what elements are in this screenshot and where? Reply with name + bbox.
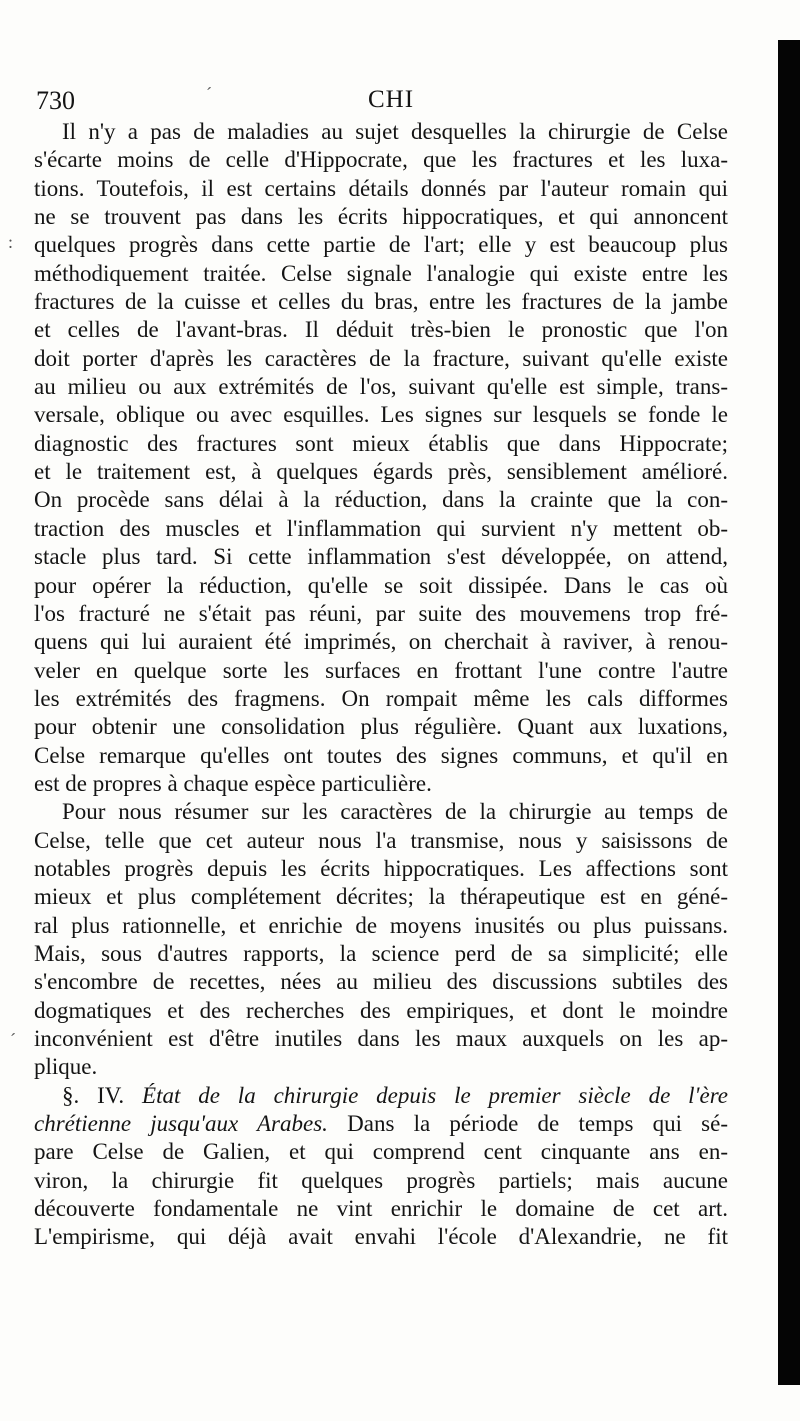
text-line: inconvénient est d'être inutiles dans les maux auxquels on les ap- xyxy=(34,1026,728,1051)
section-title-continued: chrétienne jusqu'aux Arabes. xyxy=(34,1111,328,1137)
text-line: s'écarte moins de celle d'Hippocrate, que les fractures et les luxa- xyxy=(34,147,728,173)
text-line: les extrémités des fragmens. On rompait même les cals difformes xyxy=(34,685,728,711)
scan-speck: ´ xyxy=(206,84,212,104)
scan-speck: : xyxy=(8,232,14,252)
text-line: traction des muscles et l'inflammation qui survient n'y mettent ob- xyxy=(34,515,728,541)
page-header xyxy=(30,86,730,120)
text-line: pour opérer la réduction, qu'elle se soit dissipée. Dans le cas où xyxy=(34,572,728,598)
text-line: doit porter d'après les caractères de la fracture, suivant qu'elle existe xyxy=(34,345,728,371)
text-line: est de propres à chaque espèce particulière. xyxy=(34,770,432,796)
text-line: s'encombre de recettes, nées au milieu des discussions subtiles des xyxy=(34,969,728,995)
text-line: au milieu ou aux extrémités de l'os, suivant qu'elle est simple, trans- xyxy=(34,374,728,400)
text-line: Mais, sous d'autres rapports, la science perd de sa simplicité; elle xyxy=(34,940,728,966)
text-line: quens qui lui auraient été imprimés, on cherchait à raviver, à renou- xyxy=(34,629,728,655)
text-line: viron, la chirurgie fit quelques progrès partiels; mais aucune xyxy=(34,1167,728,1193)
text-line: découverte fondamentale ne vint enrichir le domaine de cet art. xyxy=(34,1196,728,1222)
text-line: stacle plus tard. Si cette inflammation s'est développée, on attend, xyxy=(34,544,728,570)
text-line: l'os fracturé ne s'était pas réuni, par suite des mouvemens trop fré- xyxy=(34,600,728,626)
text-line: diagnostic des fractures sont mieux établis que dans Hippocrate; xyxy=(34,430,728,456)
text-line: Il n'y a pas de maladies au sujet desquelles la chirurgie de Celse xyxy=(62,119,728,144)
section-heading-line xyxy=(34,1082,728,1110)
text-line: mieux et plus complétement décrites; la thérapeutique est en géné- xyxy=(34,884,728,910)
text-line: L'empirisme, qui déjà avait envahi l'école d'Alexandrie, ne fit xyxy=(34,1224,728,1250)
book-spine-shadow xyxy=(778,40,800,1385)
text-line: dogmatiques et des recherches des empiriques, et dont le moindre xyxy=(34,997,728,1023)
text-line: ral plus rationnelle, et enrichie de moyens inusités ou plus puissans. xyxy=(34,912,728,938)
running-head: CHI xyxy=(368,86,415,113)
text-line: ne se trouvent pas dans les écrits hippocratiques, et qui annoncent xyxy=(34,204,728,230)
text-line: plique. xyxy=(34,1054,98,1080)
text-line: notables progrès depuis les écrits hippocratiques. Les affections sont xyxy=(34,855,728,881)
scan-speck: ´ xyxy=(10,1030,16,1050)
text-line: Celse, telle que cet auteur nous l'a transmise, nous y saisissons de xyxy=(34,827,728,853)
text-line: tions. Toutefois, il est certains détails donnés par l'auteur romain qui xyxy=(34,175,728,201)
text-line: Celse remarque qu'elles ont toutes des signes communs, et qu'il en xyxy=(34,742,728,768)
section-number: §. IV. xyxy=(62,1082,125,1108)
text-line: quelques progrès dans cette partie de l'art; elle y est beaucoup plus xyxy=(34,232,728,258)
article-body xyxy=(34,118,728,1252)
text-line: Pour nous résumer sur les caractères de la chirurgie au temps de xyxy=(62,799,728,825)
text-line: On procède sans délai à la réduction, dans la crainte que la con- xyxy=(34,487,728,513)
section-heading-line-2 xyxy=(34,1110,728,1138)
section-title: État de la chirurgie depuis le premier siècle de l'ère xyxy=(142,1082,728,1108)
text-line: versale, oblique ou avec esquilles. Les signes sur lesquels se fonde le xyxy=(34,402,728,428)
text-line: pour obtenir une consolidation plus régulière. Quant aux luxations, xyxy=(34,714,728,740)
text-line: veler en quelque sorte les surfaces en frottant l'une contre l'autre xyxy=(34,657,728,683)
text-line: et celles de l'avant-bras. Il déduit très-bien le pronostic que l'on xyxy=(34,317,728,343)
text-line: méthodiquement traitée. Celse signale l'analogie qui existe entre les xyxy=(34,260,728,286)
text-run: Dans la période de temps qui sé- xyxy=(347,1111,728,1137)
page-number: 730 xyxy=(36,86,75,115)
text-line: pare Celse de Galien, et qui comprend cent cinquante ans en- xyxy=(34,1139,728,1165)
text-line: et le traitement est, à quelques égards près, sensiblement amélioré. xyxy=(34,459,728,485)
text-line: fractures de la cuisse et celles du bras, entre les fractures de la jambe xyxy=(34,289,728,315)
